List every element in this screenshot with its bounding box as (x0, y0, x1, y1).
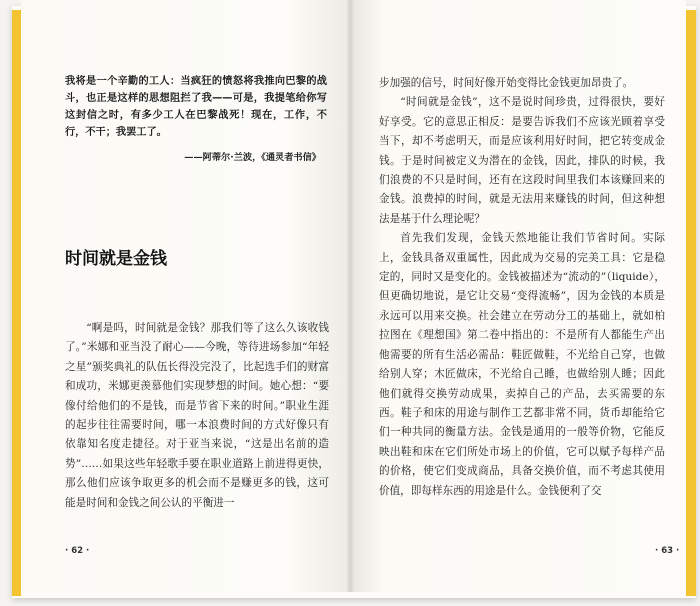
paragraph: “啊是吗，时间就是金钱？那我们等了这么久该收钱了。”米娜和亚当没了耐心——今晚，等待进场参加“年轻之星”颁奖典礼的队伍长得没完没了，比起选手们的财富和成功，米娜更羡慕他们实现梦想的时间。她心想：“要像付给他们的不是钱，而是节省下来的时间。”职业生涯的起步往往需要时间，哪一本浪费时间的方式好像只有依靠知名度走捷径。对于亚当来说，“这是出名前的造势”……如果这些年轻歌手要在职业道路上前进得更快，那么他们应该争取更多的机会而不是赚更多的钱，这可能是时间和金钱之间公认的平衡进一 (65, 322, 329, 509)
paragraph: 首先我们发现，金钱天然地能让我们节省时间。实际上，金钱具备双重属性，因此成为交易的完美工具：它是稳定的，同时又是变化的。金钱被描述为“流动的”（liquide），但更确切地说，是它让交易“变得流畅”，因为金钱的本质是永远可以用来交换。社会建立在劳动分工的基础上，就如柏拉图在《理想国》第二卷中指出的：不是所有人都能生产出他需要的所有生活必需品：鞋匠做鞋，不光给自己穿，也做给别人穿；木匠做床，不光给自己睡，也做给别人睡；因此他们就得交换劳动成果，卖掉自己的产品，去买需要的东西。鞋子和床的用途与制作工艺都非常不同，货币却能给它们一种共同的衡量方法。金钱是通用的一般等价物，它能反映出鞋和床在它们所处市场上的价值，它可以赋予每样产品的价格，使它们变成商品，具备交换价值，而不考虑其使用价值，即每样东西的用途是什么。金钱便利了交 (379, 232, 665, 497)
left-page (21, 0, 350, 592)
epigraph: 我将是一个辛勤的工人：当疯狂的愤怒将我推向巴黎的战斗，也正是这样的思想阻拦了我——可是，我提笔给你写这封信之时，有多少工人在巴黎战死！现在，工作，不行，不干；我罢工了。 (65, 76, 327, 138)
left-page-edge (12, 10, 21, 596)
page-number-right: · 63 · (655, 546, 680, 556)
epigraph-source: ——阿蒂尔·兰波，《通灵者书信》 (184, 152, 321, 163)
left-page-body (65, 319, 329, 513)
paragraph: “时间就是金钱”，这不是说时间珍贵，过得很快，要好好享受。它的意思正相反：是要告诉我们不应该光顾着享受当下，却不考虑明天，而是应该利用好时间，把它转变成金钱。于是时间被定义为潜在的金钱，因此，排队的时候，我们浪费的不只是时间，还有在这段时间里我们本该赚回来的金钱。浪费掉的时间，就是无法用来赚钱的时间，但这种想法是基于什么理论呢？ (379, 96, 665, 225)
page-number-left: · 62 · (65, 546, 90, 556)
right-page (350, 0, 686, 592)
paragraph: 步加强的信号，时间好像开始变得比金钱更加昂贵了。 (379, 77, 634, 89)
chapter-title: 时间就是金钱 (65, 249, 167, 269)
right-page-body (379, 74, 665, 501)
book-gutter (346, 0, 354, 592)
right-page-edge (686, 10, 696, 596)
